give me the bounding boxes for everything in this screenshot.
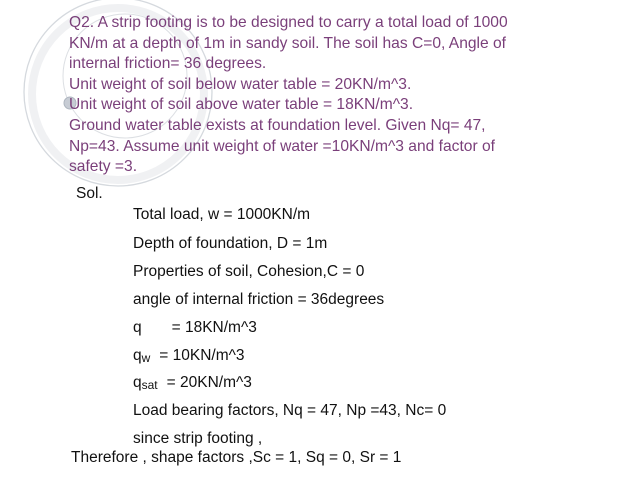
question-line: Unit weight of soil above water table = 18KN/m^3. bbox=[69, 96, 414, 114]
depth-line: Depth of foundation, D = 1m bbox=[133, 235, 328, 252]
qsat-symbol: q bbox=[133, 374, 142, 391]
question-line: internal friction= 36 degrees. bbox=[69, 55, 267, 73]
qw-value: = 10KN/m^3 bbox=[159, 347, 245, 364]
shape-factors-line: Therefore , shape factors ,Sc = 1, Sq = 0, Sr = 1 bbox=[71, 449, 402, 466]
question-line: Np=43. Assume unit weight of water =10KN/m^3 and factor of bbox=[69, 137, 495, 155]
strip-footing-line: since strip footing , bbox=[133, 430, 263, 447]
cohesion-line: Properties of soil, Cohesion,C = 0 bbox=[133, 263, 365, 280]
qw-line bbox=[133, 347, 245, 365]
q-value: = 18KN/m^3 bbox=[171, 319, 257, 336]
qsat-line bbox=[133, 374, 252, 392]
bearing-factors-line: Load bearing factors, Nq = 47, Np =43, Nc= 0 bbox=[133, 402, 447, 419]
qsat-value: = 20KN/m^3 bbox=[166, 374, 252, 391]
question-line: Unit weight of soil below water table = 20KN/m^3. bbox=[69, 75, 412, 93]
qw-subscript: w bbox=[141, 351, 151, 365]
question-line: KN/m at a depth of 1m in sandy soil. The soil has C=0, Angle of bbox=[69, 34, 507, 52]
question-line: Ground water table exists at foundation level. Given Nq= 47, bbox=[69, 116, 486, 134]
q-symbol: q bbox=[133, 319, 142, 336]
question-line: safety =3. bbox=[69, 158, 138, 176]
friction-line: angle of internal friction = 36degrees bbox=[133, 291, 385, 308]
question-line: Q2. A strip footing is to be designed to carry a total load of 1000 bbox=[69, 14, 508, 31]
qsat-subscript: sat bbox=[141, 378, 158, 392]
qw-symbol: q bbox=[133, 347, 142, 364]
question-text bbox=[69, 13, 589, 178]
solution-heading: Sol. bbox=[76, 185, 103, 202]
q-line bbox=[133, 319, 257, 337]
total-load-line: Total load, w = 1000KN/m bbox=[133, 206, 311, 223]
